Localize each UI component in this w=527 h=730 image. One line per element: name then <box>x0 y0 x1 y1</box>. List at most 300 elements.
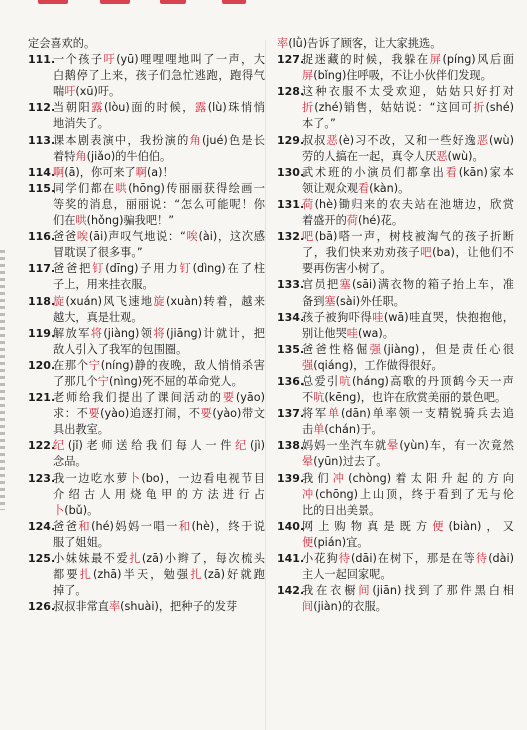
text-run: 都要 <box>53 568 80 582</box>
polyphone-character: 纪 <box>235 439 251 453</box>
sentence-text <box>302 277 514 293</box>
text-run: 将军 <box>302 407 329 421</box>
polyphone-character: 纪 <box>53 439 68 453</box>
polyphone-character: 和 <box>178 519 192 533</box>
polyphone-character: 扎 <box>129 552 142 565</box>
text-run: 敌人引入了我军的包围圈。 <box>53 342 188 356</box>
question-line <box>28 133 265 149</box>
question-line <box>277 52 514 68</box>
right-column <box>277 36 514 615</box>
text-run: 备到 <box>302 294 325 308</box>
text-run: (hǒng)骗我吧！” <box>86 214 174 228</box>
text-line <box>28 68 265 84</box>
question-number: 137. <box>277 407 305 421</box>
text-line <box>277 390 514 406</box>
question-number: 119. <box>28 326 56 340</box>
polyphone-character: 冲 <box>332 471 349 485</box>
question-number: 116. <box>28 230 56 244</box>
question-line <box>28 100 265 116</box>
text-line <box>28 454 265 470</box>
text-run: (jiàng)，但是责任心很 <box>383 342 514 356</box>
polyphone-character: 间 <box>358 584 373 598</box>
polyphone-character: 屏 <box>302 69 314 83</box>
text-run: 一个孩子 <box>53 53 104 67</box>
text-line <box>28 374 265 390</box>
sentence-text <box>53 374 265 390</box>
text-line <box>277 294 514 310</box>
text-line <box>28 116 265 132</box>
question-number: 127. <box>277 53 305 67</box>
sentence-text <box>53 342 265 358</box>
polyphone-character: 便 <box>302 535 314 549</box>
text-line <box>28 342 265 358</box>
text-run: 爸爸性格倔 <box>302 342 370 356</box>
text-run: (lǜ)告诉了顾客，让大家挑选。 <box>288 37 442 50</box>
sentence-text <box>53 261 265 277</box>
sentence-text <box>53 390 265 406</box>
sentence-text <box>53 487 265 503</box>
text-run: 我们 <box>302 471 333 485</box>
polyphone-character: 看 <box>357 181 370 195</box>
question-number: 118. <box>28 294 56 308</box>
sentence-text <box>53 406 265 422</box>
polyphone-character: 和 <box>78 519 92 533</box>
question-number: 134. <box>277 310 305 324</box>
sentence-text <box>302 213 514 229</box>
question-number: 112. <box>28 101 56 115</box>
text-run: (zā)小辫了，每次梳头 <box>141 552 265 565</box>
polyphone-character: 旋 <box>53 294 66 308</box>
text-run: (sài)外任职。 <box>335 294 405 308</box>
text-line <box>277 567 514 583</box>
polyphone-character: 便 <box>432 519 449 533</box>
text-run: (yū)哩哩哩地叫了一声，大 <box>116 53 265 67</box>
text-run: (lòu)面的时候， <box>103 101 196 115</box>
text-run: (jiǎo)的牛伯伯。 <box>86 149 172 163</box>
question-line <box>28 599 265 615</box>
polyphone-character: 晕 <box>302 455 314 469</box>
polyphone-character: 塞 <box>339 278 352 292</box>
text-run: (yào)带文 <box>212 407 265 421</box>
polyphone-character: 哄 <box>75 214 87 228</box>
text-run: (sāi)满衣物的箱子抬上车，准 <box>352 278 514 292</box>
polyphone-character: 屏 <box>429 53 443 67</box>
question-number: 140. <box>277 519 305 533</box>
text-run: (hè)，终于说 <box>191 519 265 533</box>
polyphone-character: 率 <box>108 600 121 614</box>
text-line <box>28 197 265 213</box>
text-run: 当朝阳 <box>53 101 92 115</box>
question-line <box>277 165 514 181</box>
sentence-text <box>53 84 265 100</box>
text-run: (hōng)传丽丽获得绘画一 <box>128 181 265 195</box>
text-run: (wa)。 <box>357 326 394 340</box>
text-line <box>277 116 514 132</box>
text-line <box>28 422 265 438</box>
sentence-text <box>53 438 265 454</box>
text-run: 白鹅停了上来，孩子们急忙逃跑，跑得气 <box>53 69 265 83</box>
binding-edge-marks <box>0 250 5 510</box>
text-run: 子上，用来挂衣服。 <box>53 278 154 292</box>
text-run: (jiàn)的衣服。 <box>313 600 387 614</box>
sentence-text <box>53 197 265 213</box>
sentence-text <box>53 310 265 326</box>
text-run: 本了。” <box>302 117 336 131</box>
text-run: (ài)，这次感 <box>198 230 265 244</box>
polyphone-character: 钉 <box>179 262 193 276</box>
polyphone-character: 吧 <box>302 230 315 244</box>
text-run: 了那几个 <box>53 374 98 388</box>
text-run: (zā)好就跑 <box>203 568 265 582</box>
text-run: (chán)于。 <box>324 423 383 437</box>
polyphone-character: 扎 <box>79 568 93 582</box>
text-run: (dīng)子用力 <box>105 262 180 276</box>
text-line <box>28 535 265 551</box>
question-number: 121. <box>28 391 56 405</box>
text-run: (níng)静的夜晚，敌人悄悄杀害 <box>100 358 265 372</box>
text-line <box>28 277 265 293</box>
text-run: (dāi)在树下，那是在等 <box>351 552 476 565</box>
sentence-text <box>53 52 265 68</box>
polyphone-character: 待 <box>338 552 352 565</box>
question-number: 139. <box>277 471 305 485</box>
text-line <box>277 422 514 438</box>
question-number: 114. <box>28 165 56 179</box>
polyphone-character: 宁 <box>88 358 101 372</box>
text-run: 网上购物真是既方 <box>302 519 433 533</box>
sentence-text <box>53 165 265 181</box>
question-line <box>277 277 514 293</box>
polyphone-character: 卜 <box>128 471 142 485</box>
question-line <box>28 358 265 374</box>
text-run: (dìng)在了柱 <box>192 262 265 276</box>
question-number: 126. <box>28 600 56 614</box>
text-line <box>28 503 265 519</box>
text-line <box>28 487 265 503</box>
text-run: (jì) <box>250 439 265 453</box>
sentence-text <box>53 116 265 132</box>
polyphone-character: 卜 <box>53 503 65 517</box>
polyphone-character: 吁 <box>103 53 117 67</box>
text-run: 别让他哭 <box>302 326 347 340</box>
polyphone-character: 角 <box>75 149 87 163</box>
sentence-text <box>53 277 265 293</box>
text-run: 介绍古人用烧龟甲的方法进行占 <box>53 487 265 501</box>
text-line <box>28 84 265 100</box>
text-run: (shuài)，把种子的发芽 <box>120 600 238 614</box>
sentence-text <box>302 519 514 535</box>
text-run: 冒耽误了很多事。” <box>53 246 143 260</box>
text-line <box>277 100 514 116</box>
text-run: 叔叔 <box>302 133 327 147</box>
polyphone-character: 要 <box>222 391 236 405</box>
question-line <box>28 181 265 197</box>
sentence-text <box>53 519 265 535</box>
text-run: 要再伤害小树了。 <box>302 262 392 276</box>
sentence-text <box>302 551 514 567</box>
sentence-text <box>53 229 265 245</box>
question-number: 123. <box>28 471 56 485</box>
text-run: 领让观众观 <box>302 181 358 195</box>
text-run: 击 <box>302 423 314 437</box>
sentence-text <box>53 326 265 342</box>
text-run: 着盛开的 <box>302 214 347 228</box>
polyphone-character: 露 <box>195 101 208 115</box>
text-run: (wù) <box>488 133 514 147</box>
sentence-text <box>53 100 265 116</box>
text-run: (dài) <box>488 552 514 565</box>
sentence-text <box>302 261 514 277</box>
question-number: 138. <box>277 439 305 453</box>
sentence-text <box>302 310 514 326</box>
sentence-text <box>302 326 514 342</box>
text-line <box>277 213 514 229</box>
polyphone-character: 将 <box>90 326 104 340</box>
polyphone-character: 折 <box>473 101 486 115</box>
text-run: (ā)，你可来了 <box>64 165 136 179</box>
sentence-text <box>302 406 514 422</box>
sentence-text <box>302 358 514 374</box>
text-run: (píng)风后面 <box>442 53 514 67</box>
polyphone-character: 荷 <box>346 214 358 228</box>
text-line <box>277 245 514 261</box>
text-run: (zhā)半天，勉强 <box>92 568 191 582</box>
text-run: 我在衣橱 <box>302 584 359 598</box>
question-number: 142. <box>277 584 305 598</box>
text-run: 服了姐姐。 <box>53 535 109 549</box>
text-line <box>28 310 265 326</box>
text-run: 比的日出美景。 <box>302 503 381 517</box>
question-number: 128. <box>277 85 305 99</box>
question-number: 132. <box>277 230 305 244</box>
text-run: 小花狗 <box>302 552 339 565</box>
sentence-text <box>302 245 514 261</box>
question-line <box>277 374 514 390</box>
sentence-text <box>53 213 265 229</box>
text-run: 捉迷藏的时候，我躲在 <box>302 53 430 67</box>
polyphone-character: 要 <box>200 407 213 421</box>
polyphone-character: 露 <box>91 101 104 115</box>
text-run: (bǐng)住呼吸，不让小伙伴们发现。 <box>313 69 492 83</box>
text-run: (jué)色是长 <box>201 133 265 147</box>
text-run: (kàn)。 <box>369 181 410 195</box>
text-run: 地消失了。 <box>53 117 109 131</box>
question-number: 124. <box>28 519 56 533</box>
text-line <box>28 36 265 52</box>
text-run: (yāo) <box>235 391 265 405</box>
text-line <box>277 68 514 84</box>
question-number: 131. <box>277 197 305 211</box>
text-run: 小妹妹最不爱 <box>53 552 130 565</box>
left-column <box>28 36 265 615</box>
sentence-text <box>302 116 514 132</box>
text-run: 了，我们快来劝劝孩子 <box>302 246 421 260</box>
question-number: 113. <box>28 133 56 147</box>
text-run: (kān)家本 <box>458 165 514 179</box>
question-line <box>28 294 265 310</box>
polyphone-character: 唉 <box>185 230 199 244</box>
sentence-text <box>302 181 514 197</box>
text-run: 越大，真是壮观。 <box>53 310 143 324</box>
polyphone-character: 折 <box>302 101 315 115</box>
text-run: (jǐ)老师送给我们每人一件 <box>67 439 236 453</box>
question-line <box>28 551 265 567</box>
question-number: 120. <box>28 358 56 372</box>
question-line <box>277 551 514 567</box>
text-run: (bǔ)。 <box>64 503 99 517</box>
sentence-text <box>302 567 514 583</box>
text-run: 着特 <box>53 149 76 163</box>
text-line <box>277 326 514 342</box>
question-line <box>28 326 265 342</box>
question-line <box>277 342 514 358</box>
text-run: (ba)，让他们不 <box>432 246 514 260</box>
text-line <box>277 149 514 165</box>
sentence-text <box>277 36 514 52</box>
polyphone-character: 单 <box>313 423 325 437</box>
text-run: 掉了。 <box>53 584 87 598</box>
text-run: 官员把 <box>302 278 340 292</box>
question-number: 125. <box>28 552 56 565</box>
text-run: (bo)，一边看电视节目 <box>141 471 265 485</box>
sentence-text <box>28 36 265 52</box>
text-run: 不 <box>302 391 314 405</box>
question-number: 141. <box>277 552 305 565</box>
text-run: 主人一起回家呢。 <box>302 568 392 582</box>
question-line <box>28 390 265 406</box>
text-run: (xuàn)转着，越来 <box>165 294 265 308</box>
text-run: (jiàng)领 <box>103 326 154 340</box>
sentence-text <box>53 471 265 487</box>
text-run: (xū)吁。 <box>75 85 121 99</box>
text-run: (wā)哇直哭，快抱抱他， <box>383 310 514 324</box>
text-line <box>28 406 265 422</box>
polyphone-character: 吧 <box>420 246 433 260</box>
sentence-text <box>302 599 514 615</box>
polyphone-character: 旋 <box>153 294 166 308</box>
text-run: (è)习不改，又和一些好逸 <box>338 133 477 147</box>
text-run: 老师给我们提出了课间活动的 <box>53 391 223 405</box>
polyphone-character: 要 <box>88 407 101 421</box>
polyphone-character: 强 <box>369 342 384 356</box>
text-run: (a)！ <box>146 165 174 179</box>
sentence-text <box>302 487 514 503</box>
question-line <box>277 471 514 487</box>
question-number: 122. <box>28 439 56 453</box>
text-run: (hè)锄归来的农夫站在池塘边，欣赏 <box>314 197 514 211</box>
text-run: 在那个 <box>53 358 89 372</box>
text-line <box>28 583 265 599</box>
question-line <box>28 519 265 535</box>
sentence-text <box>302 294 514 310</box>
text-run: 劳的人搞在一起，真令人厌 <box>302 149 437 163</box>
sentence-text <box>53 245 265 261</box>
question-number: 136. <box>277 374 305 388</box>
text-run: (yùn)车，有一次竟然 <box>399 439 514 453</box>
sentence-text <box>302 165 514 181</box>
sentence-text <box>302 390 514 406</box>
polyphone-character: 啊 <box>135 165 147 179</box>
top-color-strip <box>0 0 527 6</box>
text-line <box>277 503 514 519</box>
question-line <box>28 438 265 454</box>
polyphone-character: 恶 <box>326 133 339 147</box>
text-line <box>28 149 265 165</box>
polyphone-character: 率 <box>277 37 289 50</box>
text-run: (bā)嗒一声，树枝被淘气的孩子折断 <box>314 230 514 244</box>
sentence-text <box>302 374 514 390</box>
question-line <box>28 165 265 181</box>
sentence-text <box>53 503 265 519</box>
text-run: 爸爸 <box>53 230 77 244</box>
text-run: 总爱引 <box>302 374 340 388</box>
polyphone-character: 将 <box>153 326 167 340</box>
text-run: (āi)声叹气地说：“ <box>88 230 186 244</box>
sentence-text <box>302 471 514 487</box>
question-number: 117. <box>28 262 56 276</box>
text-run: 武术班的小演员们都拿出 <box>302 165 446 179</box>
polyphone-character: 吭 <box>313 391 325 405</box>
sentence-text <box>302 438 514 454</box>
text-run: (háng)高歌的丹顶鹤今天一声 <box>352 374 514 388</box>
text-line <box>277 36 514 52</box>
question-line <box>277 133 514 149</box>
polyphone-character: 荷 <box>302 197 315 211</box>
text-run: (chōng)上山顶，终于看到了无与伦 <box>315 487 514 501</box>
text-line <box>277 261 514 277</box>
sentence-text <box>53 551 265 567</box>
text-run: 爸爸 <box>53 519 79 533</box>
text-run: (zhé)销售，姑姑说：“这回可 <box>314 101 474 115</box>
sentence-text <box>302 149 514 165</box>
text-run: (xuán)风飞速地 <box>65 294 154 308</box>
text-run: 同学们都在 <box>53 181 116 195</box>
text-run: 我一边吃水萝 <box>53 471 129 485</box>
polyphone-character: 恶 <box>436 149 448 163</box>
sentence-text <box>302 229 514 245</box>
text-line <box>277 454 514 470</box>
text-run: (chòng)着太阳升起的方向 <box>348 471 514 485</box>
text-run: (shé) <box>485 101 514 115</box>
text-run: 叔叔非常直 <box>53 600 109 614</box>
question-line <box>277 84 514 100</box>
sentence-text <box>53 583 265 599</box>
text-run: (biàn)，又 <box>448 519 514 533</box>
text-run: 具出教室。 <box>53 423 109 437</box>
question-line <box>277 310 514 326</box>
text-line <box>28 213 265 229</box>
sentence-text <box>302 583 514 599</box>
polyphone-character: 哇 <box>346 326 358 340</box>
text-run: (pián)宜。 <box>313 535 369 549</box>
text-run: (nìng)死不屈的革命党人。 <box>108 374 243 388</box>
question-line <box>28 471 265 487</box>
sentence-text <box>53 133 265 149</box>
question-number: 129. <box>277 133 305 147</box>
polyphone-character: 间 <box>302 600 314 614</box>
text-run: 喘 <box>53 85 65 99</box>
text-run: (kēng)，也许在欣赏美丽的景色吧。 <box>324 391 507 405</box>
question-line <box>277 519 514 535</box>
text-run: (jiān)找到了那件黑白相 <box>372 584 514 598</box>
sentence-text <box>302 503 514 519</box>
polyphone-character: 宁 <box>97 374 109 388</box>
text-line <box>28 567 265 583</box>
text-run: (yūn)过去了。 <box>313 455 388 469</box>
sentence-text <box>302 84 514 100</box>
sentence-text <box>53 181 265 197</box>
polyphone-character: 塞 <box>324 294 336 308</box>
